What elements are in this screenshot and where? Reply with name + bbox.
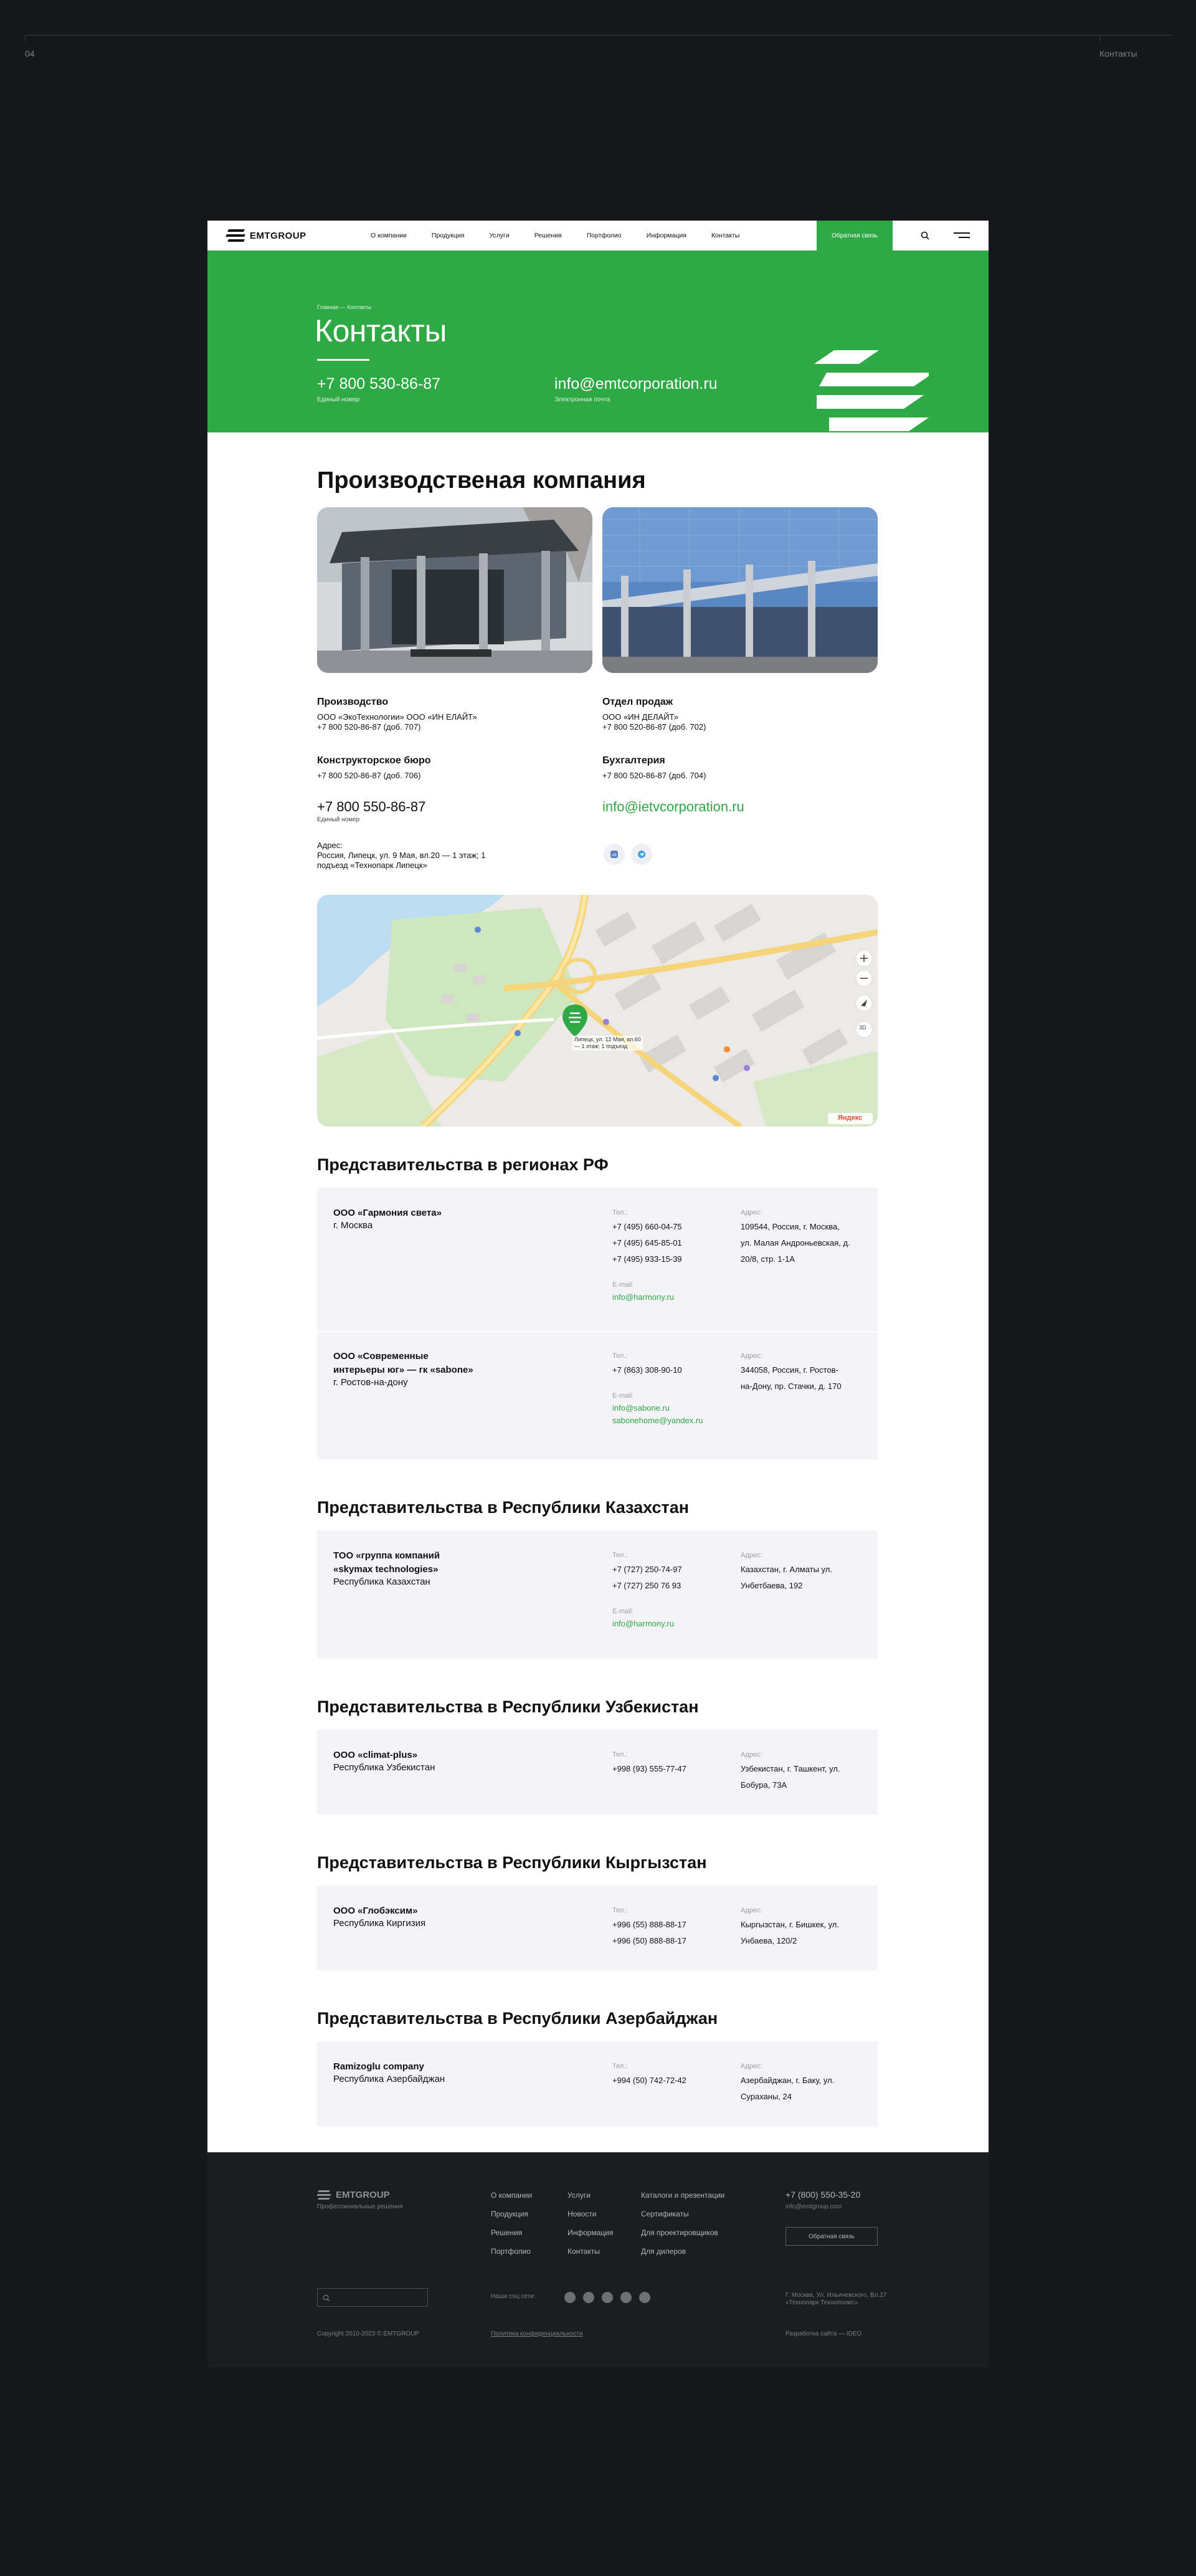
address-label: Адрес: <box>317 841 343 850</box>
sales-phone[interactable]: +7 800 520-86-87 (доб. 702) <box>602 722 706 732</box>
region-card <box>317 1730 878 1815</box>
office-row <box>317 2041 878 2126</box>
footer-link-dealers[interactable]: Для дилеров <box>641 2247 686 2256</box>
search-icon[interactable] <box>921 231 929 240</box>
top-nav <box>207 221 989 250</box>
office-name: ООО «Гармония света» <box>333 1208 442 1218</box>
nav-item-portfolio[interactable]: Портфолио <box>586 232 622 239</box>
nav-item-contacts[interactable]: Контакты <box>711 232 740 239</box>
region-card <box>317 1188 878 1459</box>
office-phone[interactable]: +7 (863) 308-90-10 <box>612 1365 682 1375</box>
office-phone[interactable]: +7 (495) 660-04-75 <box>612 1222 682 1231</box>
hero-banner <box>207 250 989 432</box>
bureau-title: Конструкторское бюро <box>317 755 431 766</box>
footer-link-services[interactable]: Услуги <box>567 2191 591 2200</box>
office-city: Республика Азербайджан <box>333 2074 445 2084</box>
footer-address-line2: «Технопарк Технополис» <box>785 2299 858 2306</box>
office-address: 20/8, стр. 1-1А <box>741 1254 795 1264</box>
title-underline <box>317 359 369 361</box>
region-card <box>317 2041 878 2126</box>
office-city: Республика Узбекистан <box>333 1762 435 1773</box>
footer-link-info[interactable]: Информация <box>567 2228 614 2237</box>
region-heading: Представительства в Республики Азербайджан <box>317 2009 718 2028</box>
office-name: ООО «climat-plus» <box>333 1750 418 1760</box>
office-address: Унбетбаева, 192 <box>741 1581 803 1590</box>
address-label: Адрес: <box>741 1751 762 1758</box>
hero-email[interactable]: info@emtcorporation.ru <box>554 375 718 393</box>
footer-logo-text: EMTGROUP <box>336 2190 390 2200</box>
footer-link-contacts[interactable]: Контакты <box>567 2247 600 2256</box>
footer-search-icon <box>323 2294 330 2302</box>
region-heading: Представительства в Республики Казахстан <box>317 1498 690 1517</box>
office-name: Ramizoglu company <box>333 2061 424 2072</box>
office-name: ООО «Глобэксим» <box>333 1906 418 1916</box>
vk-icon[interactable] <box>604 844 625 865</box>
region-heading: Представительства в регионах РФ <box>317 1155 609 1174</box>
footer-telegram-icon[interactable] <box>583 2292 594 2303</box>
office-name: ТОО «группа компаний <box>333 1550 440 1561</box>
hero-phone[interactable]: +7 800 530-86-87 <box>317 375 441 393</box>
office-name: «skymax technologies» <box>333 1564 439 1575</box>
production-phone[interactable]: +7 800 520-86-87 (доб. 707) <box>317 722 421 732</box>
production-line1: ООО «ЭкоТехнологии» ООО «ИН ЕЛАЙТ» <box>317 712 477 722</box>
company-phone[interactable]: +7 800 550-86-87 <box>317 799 426 814</box>
map-3d-button[interactable]: 3D <box>859 1024 866 1031</box>
footer-link-news[interactable]: Новости <box>567 2210 597 2218</box>
menu-icon[interactable] <box>954 232 970 239</box>
production-title: Производство <box>317 697 389 707</box>
office-phone[interactable]: +996 (55) 888-88-17 <box>612 1920 686 1929</box>
address-label: Адрес: <box>741 1552 762 1559</box>
hero-email-caption: Электронная почта <box>554 396 610 403</box>
nav-menu <box>371 221 739 250</box>
office-phone[interactable]: +7 (727) 250 76 93 <box>612 1581 681 1590</box>
office-email[interactable]: info@harmony.ru <box>612 1619 674 1628</box>
office-address: Унбаева, 120/2 <box>741 1936 797 1945</box>
slide-top-rule <box>25 35 1171 36</box>
office-phone[interactable]: +996 (50) 888-88-17 <box>612 1936 686 1945</box>
footer-callback-button[interactable]: Обратная связь <box>785 2227 878 2246</box>
footer-link-solutions[interactable]: Решения <box>491 2228 523 2237</box>
footer-youtube-icon[interactable] <box>602 2292 613 2303</box>
footer-logo[interactable] <box>317 2190 390 2200</box>
email-label: E-mail: <box>612 1608 634 1615</box>
footer-whatsapp-icon[interactable] <box>639 2292 650 2303</box>
office-phone[interactable]: +7 (495) 645-85-01 <box>612 1238 682 1247</box>
office-city: г. Ростов-на-дону <box>333 1377 408 1388</box>
sales-line1: ООО «ИН ДЕЛАЙТ» <box>602 712 679 722</box>
office-name: ООО «Современные <box>333 1351 429 1362</box>
slide-tick-left <box>25 35 26 41</box>
page-title: Контакты <box>315 313 447 348</box>
phone-label: Тел.: <box>612 1907 628 1914</box>
sales-title: Отдел продаж <box>602 697 673 707</box>
footer-link-designers[interactable]: Для проектировщиков <box>641 2228 718 2237</box>
footer-instagram-icon[interactable] <box>620 2292 632 2303</box>
svg-text:vk: vk <box>611 852 617 857</box>
office-address: Казахстан, г. Алматы ул. <box>741 1565 832 1574</box>
office-name: интерьеры юг» — гк «sabone» <box>333 1365 473 1375</box>
site-footer <box>207 2152 989 2367</box>
phone-label: Тел.: <box>612 1209 628 1216</box>
footer-link-catalogs[interactable]: Каталоги и презентации <box>641 2191 725 2200</box>
footer-link-products[interactable]: Продукция <box>491 2210 529 2218</box>
office-address: 344058, Россия, г. Ростов- <box>741 1365 838 1375</box>
region-card <box>317 1530 878 1659</box>
phone-label: Тел.: <box>612 1751 628 1758</box>
building-photo-2 <box>602 507 878 673</box>
footer-copyright: Copyright 2010-2023 © EMTGROUP <box>317 2330 420 2337</box>
footer-search-input[interactable] <box>317 2288 428 2307</box>
bureau-phone[interactable]: +7 800 520-86-87 (доб. 706) <box>317 771 421 780</box>
building-photo-1 <box>317 507 592 673</box>
company-phone-caption: Единый номер <box>317 816 360 823</box>
footer-link-about[interactable]: О компании <box>491 2191 533 2200</box>
phone-label: Тел.: <box>612 1552 628 1559</box>
map-marker-label-1: Липецк, ул. 12 Мая, вл.60 <box>574 1036 641 1042</box>
office-address: Бобура, 73А <box>741 1780 787 1790</box>
office-address: Сураханы, 24 <box>741 2092 792 2101</box>
office-address: 109544, Россия, г. Москва, <box>741 1222 840 1231</box>
office-email[interactable]: info@sabone.ru <box>612 1403 670 1413</box>
region-card <box>317 1886 878 1970</box>
address-label: Адрес: <box>741 1209 762 1216</box>
office-address: ул. Малая Андроньевская, д. <box>741 1238 850 1247</box>
slide-tick-right <box>1099 35 1100 41</box>
office-address: на-Дону, пр. Стачки, д. 170 <box>741 1381 842 1391</box>
email-label: E-mail: <box>612 1281 634 1289</box>
office-phone[interactable]: +7 (495) 933-15-39 <box>612 1254 682 1264</box>
logo-text: EMTGROUP <box>250 230 306 241</box>
office-city: г. Москва <box>333 1220 373 1231</box>
nav-item-info[interactable]: Информация <box>646 232 686 239</box>
office-row <box>317 1530 878 1659</box>
accounting-title: Бухгалтерия <box>602 755 665 766</box>
site-frame <box>207 221 989 2152</box>
office-city: Республика Казахстан <box>333 1577 430 1587</box>
office-phone[interactable]: +998 (93) 555-77-47 <box>612 1764 686 1773</box>
hero-phone-caption: Единый номер <box>317 396 360 403</box>
address-label: Адрес: <box>741 2063 762 2070</box>
office-row <box>317 1730 878 1815</box>
address-label: Адрес: <box>741 1352 762 1360</box>
footer-social-label: Наши соц сети: <box>491 2293 536 2300</box>
nav-item-about[interactable]: О компании <box>371 232 407 239</box>
footer-phone[interactable]: +7 (800) 550-35-20 <box>785 2190 861 2200</box>
region-heading: Представительства в Республики Кыргызстан <box>317 1853 707 1872</box>
nav-item-solutions[interactable]: Решения <box>534 232 562 239</box>
location-map[interactable] <box>317 895 878 1127</box>
office-city: Республика Киргизия <box>333 1918 426 1929</box>
accounting-phone[interactable]: +7 800 520-86-87 (доб. 704) <box>602 771 706 780</box>
office-phone[interactable]: +7 (727) 250-74-97 <box>612 1565 682 1574</box>
footer-link-certificates[interactable]: Сертификаты <box>641 2210 689 2218</box>
office-address: Кыргызстан, г. Бишкек, ул. <box>741 1920 839 1929</box>
office-row <box>317 1188 878 1331</box>
office-email[interactable]: sabonehome@yandex.ru <box>612 1416 703 1425</box>
phone-label: Тел.: <box>612 1352 628 1360</box>
footer-logo-icon <box>317 2190 331 2200</box>
footer-developer[interactable]: Разработка сайта — IDEO <box>785 2330 862 2337</box>
address-line1: Россия, Липецк, ул. 9 Мая, вл.20 — 1 этаж; 1 <box>317 851 486 860</box>
logo[interactable] <box>226 229 306 242</box>
office-phone[interactable]: +994 (50) 742-72-42 <box>612 2076 686 2085</box>
telegram-icon[interactable] <box>631 844 652 865</box>
feedback-button[interactable]: Обратная связь <box>817 221 893 250</box>
company-email[interactable]: info@ietvcorporation.ru <box>602 799 744 814</box>
office-address: Азербайджан, г. Баку, ул. <box>741 2076 835 2085</box>
map-brand: Яндекс <box>838 1114 863 1122</box>
slide-label: Контакты <box>1099 49 1137 59</box>
email-label: E-mail: <box>612 1392 634 1400</box>
nav-item-services[interactable]: Услуги <box>489 232 510 239</box>
office-row <box>317 1886 878 1970</box>
nav-item-products[interactable]: Продукция <box>431 232 465 239</box>
footer-address-line1: Г. Москва, Ул. Ильичевского, Вл.27 <box>785 2292 887 2299</box>
office-row <box>317 1331 878 1459</box>
address-label: Адрес: <box>741 1907 762 1914</box>
footer-privacy-link[interactable]: Политика конфиденциальности <box>491 2330 583 2337</box>
breadcrumb[interactable]: Главная — Контакты <box>317 304 372 310</box>
footer-vk-icon[interactable] <box>564 2292 576 2303</box>
logo-icon <box>226 229 245 242</box>
footer-tagline: Профессиональные решения <box>317 2203 403 2210</box>
phone-label: Тел.: <box>612 2063 628 2070</box>
region-heading: Представительства в Республики Узбекистан <box>317 1697 699 1716</box>
company-heading: Производственая компания <box>317 467 646 494</box>
office-address: Узбекистан, г. Ташкент, ул. <box>741 1764 840 1773</box>
map-marker-label-2: — 1 этаж; 1 подъезд <box>574 1043 628 1049</box>
address-line2: подъезд «Технопарк Липецк» <box>317 861 427 870</box>
footer-email[interactable]: info@emtgroup.com <box>785 2203 842 2210</box>
slide-number: 04 <box>25 49 35 59</box>
brand-mark-icon <box>814 350 929 431</box>
footer-link-portfolio[interactable]: Портфолио <box>491 2247 531 2256</box>
office-email[interactable]: info@harmony.ru <box>612 1292 674 1302</box>
